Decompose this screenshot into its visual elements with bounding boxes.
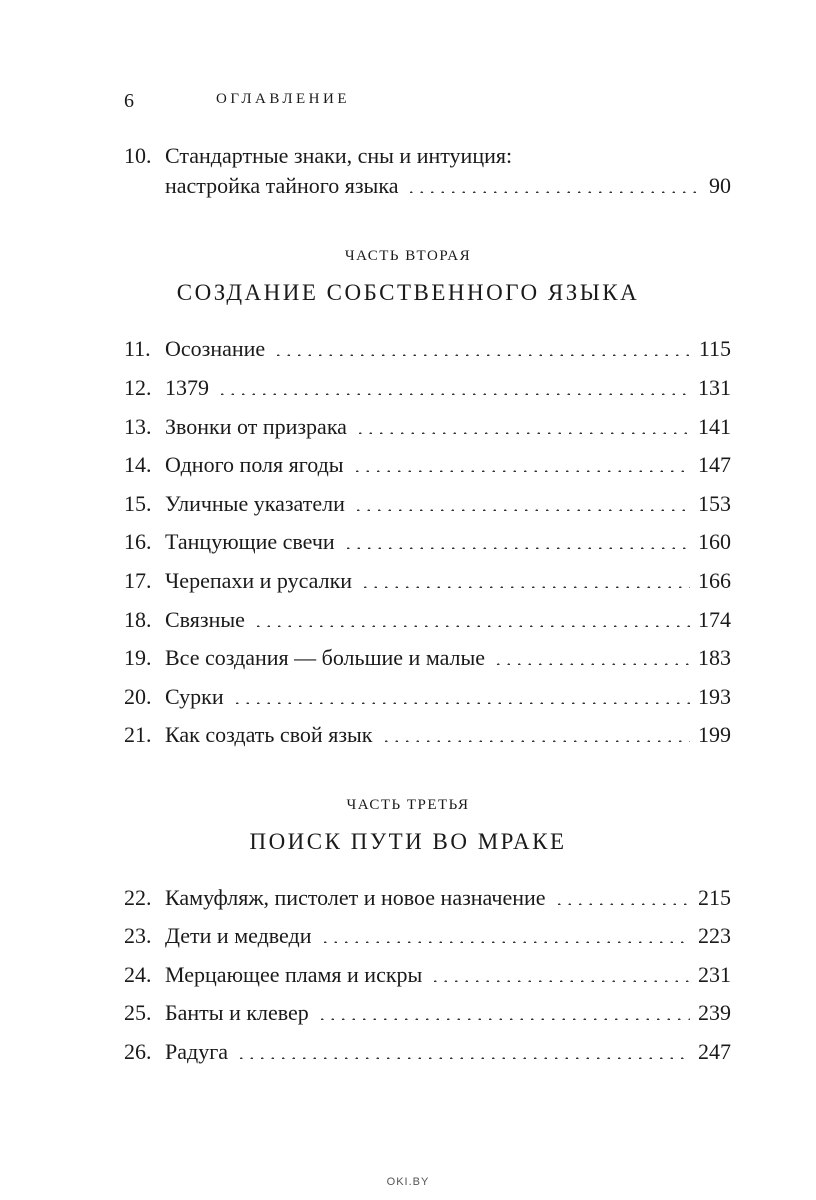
dot-leader bbox=[430, 980, 690, 982]
dot-leader bbox=[236, 1057, 690, 1059]
toc-entry bbox=[124, 645, 731, 675]
toc-entry-number: 11. bbox=[124, 336, 151, 361]
dot-leader bbox=[554, 903, 690, 905]
toc-entry bbox=[124, 336, 731, 366]
dot-leader bbox=[353, 509, 690, 511]
toc-entry-title: Связные bbox=[165, 607, 245, 632]
toc-entry-number: 20. bbox=[124, 684, 152, 709]
toc-entry-title: Банты и клевер bbox=[165, 1000, 309, 1025]
dot-leader bbox=[381, 740, 691, 742]
toc-entry-number: 21. bbox=[124, 722, 152, 747]
toc-entry-title: Осознание bbox=[165, 336, 266, 361]
toc-entry-number: 12. bbox=[124, 375, 152, 400]
part-two-title: СОЗДАНИЕ СОБСТВЕННОГО ЯЗЫКА bbox=[176, 280, 640, 305]
toc-entry-page: 153 bbox=[698, 491, 731, 516]
toc-entry-number: 23. bbox=[124, 923, 152, 948]
page-number: 6 bbox=[124, 90, 134, 112]
toc-entry bbox=[124, 529, 731, 559]
toc-entry-page: 247 bbox=[698, 1039, 731, 1064]
toc-entry-page: 160 bbox=[698, 529, 731, 554]
toc-entry bbox=[124, 885, 731, 915]
toc-entry-number: 25. bbox=[124, 1000, 152, 1025]
toc-entry-page: 223 bbox=[698, 923, 731, 948]
toc-entry-title: Сурки bbox=[165, 684, 224, 709]
toc-entry bbox=[124, 491, 731, 521]
dot-leader bbox=[217, 393, 690, 395]
toc-entry-10-continued bbox=[124, 173, 731, 203]
toc-entry-page: 90 bbox=[709, 173, 731, 198]
toc-entry bbox=[124, 962, 731, 992]
toc-entry-title: Танцующие свечи bbox=[165, 529, 335, 554]
toc-entry-page: 147 bbox=[698, 452, 731, 477]
toc-entry-number: 18. bbox=[124, 607, 152, 632]
toc-entry-title: Мерцающее пламя и искры bbox=[165, 962, 423, 987]
toc-entry-page: 183 bbox=[698, 645, 731, 670]
toc-entry-number: 17. bbox=[124, 568, 152, 593]
toc-entry-title: Одного поля ягоды bbox=[165, 452, 344, 477]
running-title: ОГЛАВЛЕНИЕ bbox=[216, 91, 350, 107]
toc-entry-page: 115 bbox=[698, 336, 731, 361]
dot-leader bbox=[253, 625, 690, 627]
watermark: OKI.BY bbox=[386, 1176, 430, 1188]
toc-entry-title: Черепахи и русалки bbox=[165, 568, 353, 593]
toc-entry-title: Камуфляж, пистолет и новое назначение bbox=[165, 885, 546, 910]
toc-entry-page: 199 bbox=[698, 722, 731, 747]
toc-entry-number: 19. bbox=[124, 645, 152, 670]
dot-leader bbox=[273, 354, 691, 356]
part-three-title: ПОИСК ПУТИ ВО МРАКЕ bbox=[249, 829, 567, 854]
toc-entry-page: 131 bbox=[698, 375, 731, 400]
toc-entry bbox=[124, 722, 731, 752]
toc-entry-number: 10. bbox=[124, 143, 152, 168]
toc-entry-title: 1379 bbox=[165, 375, 209, 400]
toc-entry bbox=[124, 452, 731, 482]
part-two-label: ЧАСТЬ ВТОРАЯ bbox=[344, 248, 472, 264]
toc-entry-number: 16. bbox=[124, 529, 152, 554]
dot-leader bbox=[360, 586, 690, 588]
toc-entry-10 bbox=[124, 143, 731, 173]
dot-leader bbox=[352, 470, 690, 472]
toc-entry-number: 24. bbox=[124, 962, 152, 987]
toc-entry-title-line2: настройка тайного языка bbox=[165, 173, 399, 198]
dot-leader bbox=[317, 1018, 690, 1020]
toc-entry bbox=[124, 414, 731, 444]
toc-entry bbox=[124, 568, 731, 598]
toc-entry bbox=[124, 923, 731, 953]
toc-entry-title: Радуга bbox=[165, 1039, 228, 1064]
dot-leader bbox=[355, 432, 690, 434]
toc-entry-page: 166 bbox=[698, 568, 731, 593]
dot-leader bbox=[343, 547, 690, 549]
toc-entry bbox=[124, 1039, 731, 1069]
toc-entry-page: 141 bbox=[698, 414, 731, 439]
toc-entry bbox=[124, 607, 731, 637]
toc-entry-title: Уличные указатели bbox=[165, 491, 345, 516]
toc-entry-page: 215 bbox=[698, 885, 731, 910]
toc-entry-number: 15. bbox=[124, 491, 152, 516]
toc-entry bbox=[124, 684, 731, 714]
dot-leader bbox=[232, 702, 690, 704]
toc-entry-number: 22. bbox=[124, 885, 152, 910]
toc-entry-number: 13. bbox=[124, 414, 152, 439]
toc-entry-page: 231 bbox=[698, 962, 731, 987]
toc-entry-title: Звонки от призрака bbox=[165, 414, 347, 439]
dot-leader bbox=[406, 191, 701, 193]
dot-leader bbox=[320, 941, 691, 943]
toc-entry-page: 193 bbox=[698, 684, 731, 709]
toc-entry-number: 26. bbox=[124, 1039, 152, 1064]
toc-entry-number: 14. bbox=[124, 452, 152, 477]
dot-leader bbox=[493, 663, 690, 665]
toc-entry-page: 239 bbox=[698, 1000, 731, 1025]
toc-entry-title: Дети и медведи bbox=[165, 923, 312, 948]
toc-entry bbox=[124, 1000, 731, 1030]
toc-entry-title-line1: Стандартные знаки, сны и интуиция: bbox=[165, 143, 513, 168]
toc-entry bbox=[124, 375, 731, 405]
toc-entry-title: Все создания — большие и малые bbox=[165, 645, 486, 670]
part-three-label: ЧАСТЬ ТРЕТЬЯ bbox=[346, 797, 470, 813]
toc-entry-title: Как создать свой язык bbox=[165, 722, 373, 747]
toc-entry-page: 174 bbox=[698, 607, 731, 632]
